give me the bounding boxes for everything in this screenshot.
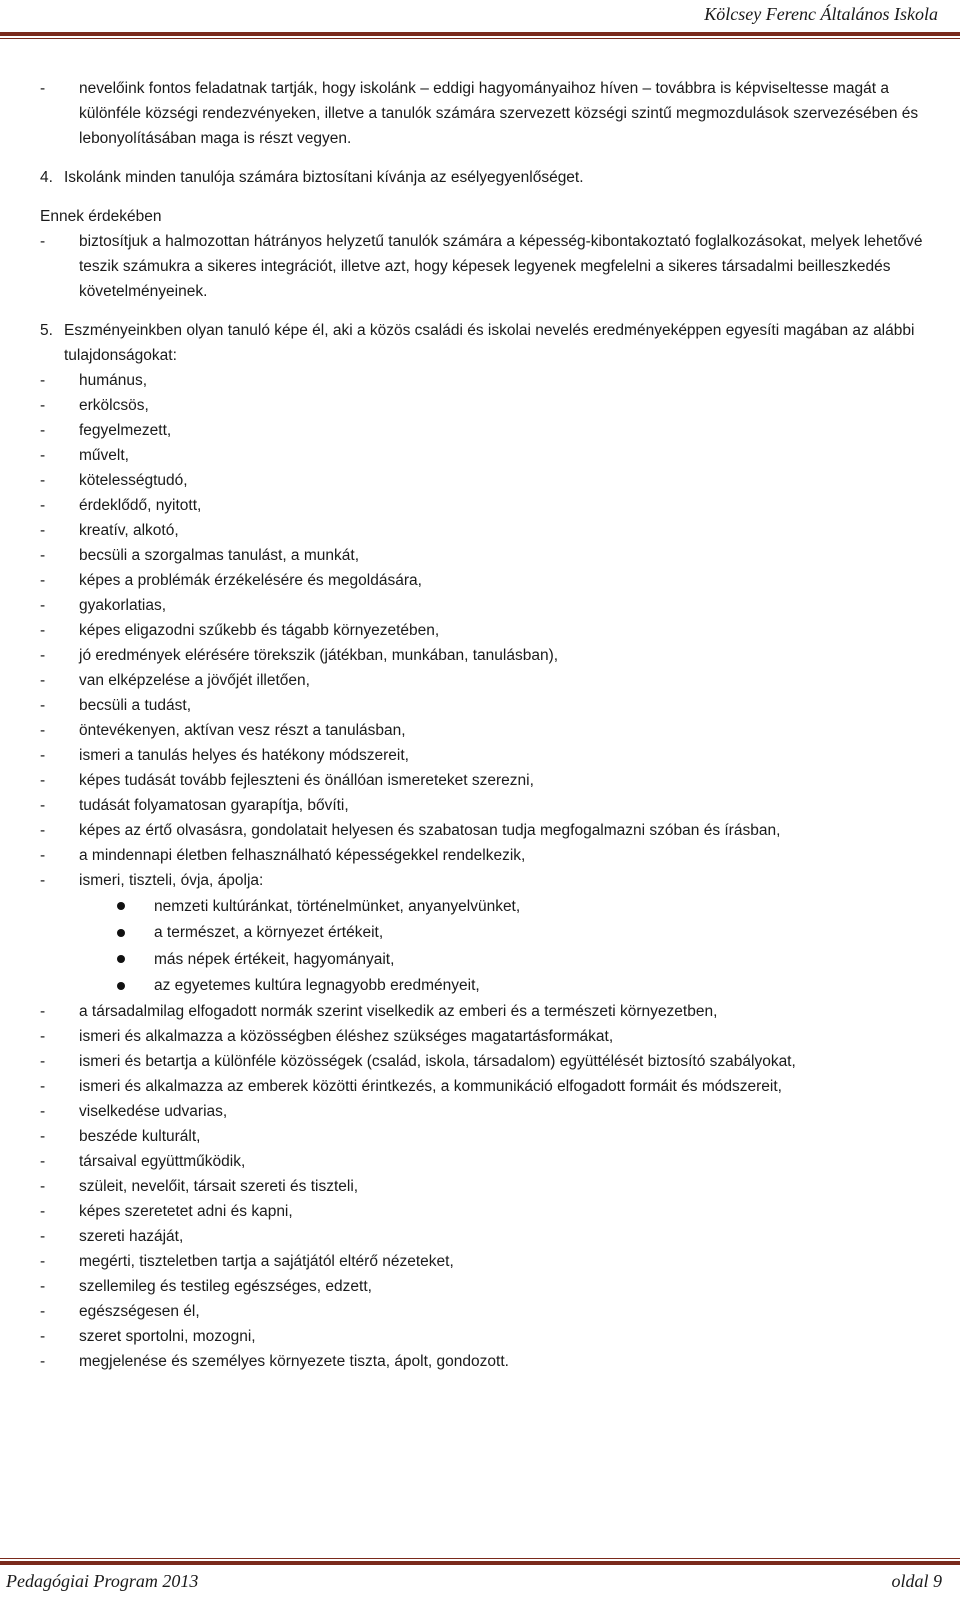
list-item bbox=[40, 1249, 955, 1274]
list-item bbox=[40, 693, 955, 718]
section-number: 5. bbox=[40, 322, 53, 339]
list-item bbox=[40, 768, 955, 793]
list-item bbox=[40, 593, 955, 618]
dash-marker: - bbox=[40, 1253, 46, 1270]
list-item-text: társaival együttműködik, bbox=[79, 1153, 246, 1170]
header-rule bbox=[0, 32, 960, 36]
list-item-text: becsüli a tudást, bbox=[79, 697, 192, 714]
list-item-text: fegyelmezett, bbox=[79, 422, 172, 439]
list-item bbox=[40, 1224, 955, 1249]
list-item-text: kötelességtudó, bbox=[79, 472, 188, 489]
dash-marker: - bbox=[40, 1153, 46, 1170]
list-item bbox=[40, 568, 955, 593]
section-5-bullet-list bbox=[40, 893, 955, 999]
list-item bbox=[40, 518, 955, 543]
list-item-text: a társadalmilag elfogadott normák szerint viselkedik az emberi és a természeti környezetben, bbox=[79, 1003, 718, 1020]
list-item bbox=[40, 843, 955, 868]
list-item bbox=[40, 643, 955, 668]
list-item bbox=[40, 1199, 955, 1224]
bullet-dot-icon bbox=[117, 902, 125, 910]
list-item-text: van elképzelése a jövőjét illetően, bbox=[79, 672, 310, 689]
list-item bbox=[40, 999, 955, 1024]
list-item-text: képes a problémák érzékelésére és megoldására, bbox=[79, 572, 422, 589]
bullet-item bbox=[40, 973, 955, 1000]
list-item-text: becsüli a szorgalmas tanulást, a munkát, bbox=[79, 547, 359, 564]
list-item-text: ismeri és alkalmazza az emberek közötti érintkezés, a kommunikáció elfogadott formáit és módszereit, bbox=[79, 1078, 782, 1095]
section-number: 4. bbox=[40, 169, 53, 186]
section-4-list bbox=[40, 229, 955, 304]
dash-marker: - bbox=[40, 1328, 46, 1345]
dash-marker: - bbox=[40, 80, 46, 97]
footer-page-number: oldal 9 bbox=[891, 1571, 942, 1591]
bullet-dot-icon bbox=[117, 955, 125, 963]
list-item-text: képes az értő olvasásra, gondolatait helyesen és szabatosan tudja megfogalmazni szóban és írásban, bbox=[79, 822, 781, 839]
dash-marker: - bbox=[40, 1028, 46, 1045]
dash-marker: - bbox=[40, 422, 46, 439]
dash-marker: - bbox=[40, 1178, 46, 1195]
dash-marker: - bbox=[40, 372, 46, 389]
dash-marker: - bbox=[40, 1103, 46, 1120]
list-item-text: ismeri és alkalmazza a közösségben éléshez szükséges magatartásformákat, bbox=[79, 1028, 614, 1045]
list-item-text: kreatív, alkotó, bbox=[79, 522, 179, 539]
list-item-text: szeret sportolni, mozogni, bbox=[79, 1328, 256, 1345]
bullet-dot-icon bbox=[117, 982, 125, 990]
dash-marker: - bbox=[40, 1078, 46, 1095]
section-4-heading bbox=[40, 165, 955, 190]
dash-marker: - bbox=[40, 497, 46, 514]
list-item-text: megjelenése és személyes környezete tiszta, ápolt, gondozott. bbox=[79, 1353, 509, 1370]
list-item-text: képes szeretetet adni és kapni, bbox=[79, 1203, 293, 1220]
list-item bbox=[40, 1099, 955, 1124]
dash-marker: - bbox=[40, 847, 46, 864]
dash-marker: - bbox=[40, 747, 46, 764]
section-5-heading bbox=[40, 318, 955, 368]
dash-marker: - bbox=[40, 1303, 46, 1320]
list-item bbox=[40, 1349, 955, 1374]
list-item bbox=[40, 668, 955, 693]
intro-list bbox=[40, 76, 955, 151]
list-item bbox=[40, 1324, 955, 1349]
list-item-text: szellemileg és testileg egészséges, edzett, bbox=[79, 1278, 372, 1295]
list-item bbox=[40, 1024, 955, 1049]
list-item-text: a mindennapi életben felhasználható képességekkel rendelkezik, bbox=[79, 847, 526, 864]
dash-marker: - bbox=[40, 697, 46, 714]
dash-marker: - bbox=[40, 622, 46, 639]
footer-rule-thin bbox=[0, 1558, 960, 1559]
dash-marker: - bbox=[40, 397, 46, 414]
list-item-text: képes eligazodni szűkebb és tágabb környezetében, bbox=[79, 622, 440, 639]
list-item bbox=[40, 1149, 955, 1174]
dash-marker: - bbox=[40, 647, 46, 664]
footer-rule bbox=[0, 1561, 960, 1565]
dash-marker: - bbox=[40, 597, 46, 614]
dash-marker: - bbox=[40, 522, 46, 539]
list-item bbox=[40, 229, 955, 304]
list-item bbox=[40, 793, 955, 818]
bullet-item-text: a természet, a környezet értékeit, bbox=[154, 924, 384, 942]
list-item bbox=[40, 468, 955, 493]
list-item-text: tudását folyamatosan gyarapítja, bővíti, bbox=[79, 797, 349, 814]
list-item-text: művelt, bbox=[79, 447, 129, 464]
dash-marker: - bbox=[40, 722, 46, 739]
dash-marker: - bbox=[40, 1053, 46, 1070]
list-item-text: ismeri és betartja a különféle közösségek (család, iskola, társadalom) együttélését biztosító szabályokat, bbox=[79, 1053, 796, 1070]
list-item-text: beszéde kulturált, bbox=[79, 1128, 201, 1145]
list-item-text: nevelőink fontos feladatnak tartják, hogy iskolánk – eddigi hagyományaihoz híven – továbbra is képviseltesse magát a különféle községi rendezvényeken, illetve a tanulók számára szervezett községi szintű megmozdulások szervezésében és lebonyolításában maga is részt vegyen. bbox=[79, 80, 919, 147]
list-item-text: ismeri a tanulás helyes és hatékony módszereit, bbox=[79, 747, 409, 764]
dash-marker: - bbox=[40, 472, 46, 489]
list-item bbox=[40, 543, 955, 568]
list-item bbox=[40, 76, 955, 151]
list-item-text: egészségesen él, bbox=[79, 1303, 200, 1320]
footer-program: Pedagógiai Program 2013 bbox=[6, 1571, 199, 1591]
list-item-text: megérti, tiszteletben tartja a sajátjától eltérő nézeteket, bbox=[79, 1253, 454, 1270]
dash-marker: - bbox=[40, 797, 46, 814]
dash-marker: - bbox=[40, 772, 46, 789]
bullet-dot-icon bbox=[117, 929, 125, 937]
list-item bbox=[40, 443, 955, 468]
list-item-text: erkölcsös, bbox=[79, 397, 149, 414]
bullet-item-text: más népek értékeit, hagyományait, bbox=[154, 950, 395, 968]
list-item bbox=[40, 1049, 955, 1074]
section-5-list-a bbox=[40, 368, 955, 893]
list-item bbox=[40, 743, 955, 768]
list-item bbox=[40, 368, 955, 393]
list-item bbox=[40, 1174, 955, 1199]
dash-marker: - bbox=[40, 1128, 46, 1145]
list-item bbox=[40, 1299, 955, 1324]
dash-marker: - bbox=[40, 1003, 46, 1020]
dash-marker: - bbox=[40, 1228, 46, 1245]
list-item bbox=[40, 1274, 955, 1299]
bullet-item bbox=[40, 920, 955, 947]
dash-marker: - bbox=[40, 547, 46, 564]
list-item bbox=[40, 718, 955, 743]
bullet-item-text: az egyetemes kultúra legnagyobb eredményeit, bbox=[154, 977, 480, 995]
dash-marker: - bbox=[40, 233, 46, 250]
dash-marker: - bbox=[40, 1353, 46, 1370]
bullet-item-text: nemzeti kultúránkat, történelmünket, anyanyelvünket, bbox=[154, 897, 521, 915]
list-item bbox=[40, 1074, 955, 1099]
list-item-text: szereti hazáját, bbox=[79, 1228, 184, 1245]
dash-marker: - bbox=[40, 447, 46, 464]
dash-marker: - bbox=[40, 822, 46, 839]
section-text: Iskolánk minden tanulója számára biztosítani kívánja az esélyegyenlőséget. bbox=[64, 169, 584, 186]
list-item-text: szüleit, nevelőit, társait szereti és tiszteli, bbox=[79, 1178, 359, 1195]
list-item bbox=[40, 1124, 955, 1149]
bullet-item bbox=[40, 946, 955, 973]
list-item-text: ismeri, tiszteli, óvja, ápolja: bbox=[79, 872, 264, 889]
dash-marker: - bbox=[40, 572, 46, 589]
dash-marker: - bbox=[40, 1278, 46, 1295]
list-item bbox=[40, 868, 955, 893]
list-item-text: gyakorlatias, bbox=[79, 597, 167, 614]
list-item bbox=[40, 418, 955, 443]
dash-marker: - bbox=[40, 872, 46, 889]
list-item bbox=[40, 818, 955, 843]
dash-marker: - bbox=[40, 1203, 46, 1220]
bullet-item bbox=[40, 893, 955, 920]
document-body bbox=[40, 76, 955, 1374]
list-item bbox=[40, 493, 955, 518]
section-text: Eszményeinkben olyan tanuló képe él, aki a közös családi és iskolai nevelés eredményeképpen egyesíti magában az alábbi tulajdonságokat: bbox=[64, 322, 915, 364]
list-item-text: érdeklődő, nyitott, bbox=[79, 497, 202, 514]
page-header-school: Kölcsey Ferenc Általános Iskola bbox=[704, 4, 938, 24]
list-item bbox=[40, 393, 955, 418]
list-item-text: humánus, bbox=[79, 372, 148, 389]
section-4-lead: Ennek érdekében bbox=[40, 208, 162, 225]
list-item-text: biztosítjuk a halmozottan hátrányos helyzetű tanulók számára a képesség-kibontakoztató foglalkozásokat, melyek lehetővé teszik számukra a sikeres integrációt, illetve azt, hogy képesek legyenek megfelelni a sikeres társadalmi beilleszkedés követelményeinek. bbox=[79, 233, 923, 300]
list-item-text: öntevékenyen, aktívan vesz részt a tanulásban, bbox=[79, 722, 406, 739]
list-item-text: jó eredmények elérésére törekszik (játékban, munkában, tanulásban), bbox=[79, 647, 559, 664]
section-5-list-b bbox=[40, 999, 955, 1374]
header-rule-thin bbox=[0, 38, 960, 39]
list-item-text: képes tudását tovább fejleszteni és önállóan ismereteket szerezni, bbox=[79, 772, 534, 789]
list-item-text: viselkedése udvarias, bbox=[79, 1103, 228, 1120]
dash-marker: - bbox=[40, 672, 46, 689]
list-item bbox=[40, 618, 955, 643]
